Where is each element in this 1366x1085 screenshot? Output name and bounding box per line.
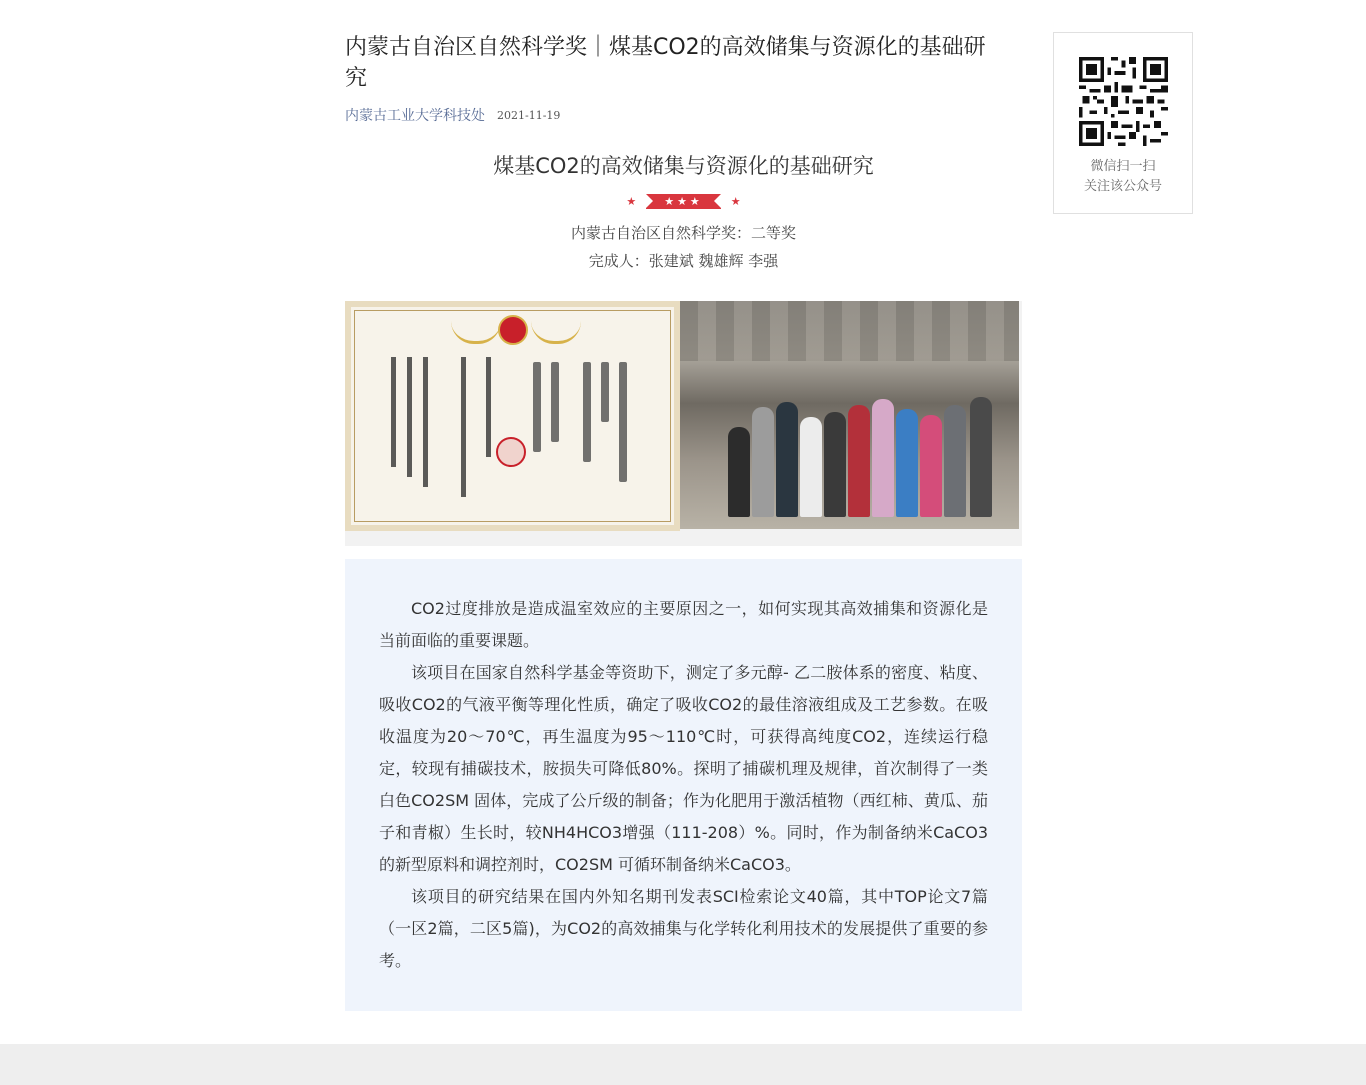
person-figure xyxy=(872,399,894,517)
ribbon-banner: ★★★ xyxy=(646,194,721,209)
qr-code-icon xyxy=(1079,57,1168,146)
article-photo xyxy=(345,301,1022,546)
people-line: 完成人：张建斌 魏雄辉 李强 xyxy=(588,252,779,270)
text-column xyxy=(583,362,591,462)
person-figure xyxy=(800,417,822,517)
footer-bar xyxy=(0,1044,1366,1085)
stars-banner xyxy=(345,191,1022,211)
content-box xyxy=(345,559,1022,1011)
person-figure xyxy=(970,397,992,517)
text-column xyxy=(619,362,627,482)
qr-caption-line2: 关注该公众号 xyxy=(1083,179,1162,194)
article-subtitle: 煤基CO2的高效储集与资源化的基础研究 xyxy=(493,154,874,178)
person-figure xyxy=(776,402,798,517)
mongolian-script xyxy=(391,357,396,467)
text-column xyxy=(551,362,559,442)
group-photo-image xyxy=(680,301,1019,529)
paragraph: 该项目在国家自然科学基金等资助下，测定了多元醇- 乙二胺体系的密度、粘度、吸收CO2的气液平衡等理化性质，确定了吸收CO2的最佳溶液组成及工艺参数。在吸收温度为20～70℃，再生温度为95～110℃时，可获得高纯度CO2，连续运行稳定，较现有捕碳技术，胺损失可降低80%。探明了捕碳机理及规律，首次制得了一类白色CO2SM 固体，完成了公斤级的制备；作为化肥用于激活植物（西红柿、黄瓜、茄子和青椒）生长时，较NH4HCO3增强（111-208）%。同时，作为制备纳米CaCO3 的新型原料和调控剂时，CO2SM 可循环制备纳米CaCO3。 xyxy=(379,663,988,874)
paragraph: 该项目的研究结果在国内外知名期刊发表SCI检索论文40篇，其中TOP论文7篇（一区2篇，二区5篇)，为CO2的高效捕集与化学转化利用技术的发展提供了重要的参考。 xyxy=(379,887,988,970)
red-seal-icon xyxy=(496,437,526,467)
text-column xyxy=(533,362,541,452)
article-title: 内蒙古自治区自然科学奖｜煤基CO2的高效储集与资源化的基础研究 xyxy=(345,35,986,91)
national-emblem-icon xyxy=(498,315,528,345)
person-figure xyxy=(848,405,870,517)
text-column xyxy=(601,362,609,422)
qr-caption xyxy=(1054,157,1192,197)
article-meta xyxy=(345,105,1022,125)
article xyxy=(345,32,1022,1011)
person-figure xyxy=(896,409,918,517)
qr-code-panel xyxy=(1053,32,1193,214)
publish-date: 2021-11-19 xyxy=(497,108,561,122)
person-figure xyxy=(728,427,750,517)
account-name-link[interactable]: 内蒙古工业大学科技处 xyxy=(345,108,485,124)
certificate-image xyxy=(345,301,680,531)
star-icon: ★ xyxy=(626,194,637,208)
mongolian-script xyxy=(461,357,466,497)
person-figure xyxy=(920,415,942,517)
award-line: 内蒙古自治区自然科学奖：二等奖 xyxy=(570,224,796,242)
qr-caption-line1: 微信扫一扫 xyxy=(1090,159,1156,174)
person-figure xyxy=(752,407,774,517)
star-icon: ★ xyxy=(730,194,741,208)
person-figure xyxy=(824,412,846,517)
building-background xyxy=(680,301,1019,361)
mongolian-script xyxy=(407,357,412,477)
person-figure xyxy=(944,405,966,517)
wheat-decoration xyxy=(451,321,501,344)
wheat-decoration xyxy=(531,321,581,344)
mongolian-script xyxy=(423,357,428,487)
mongolian-script xyxy=(486,357,491,457)
paragraph: CO2过度排放是造成温室效应的主要原因之一，如何实现其高效捕集和资源化是当前面临的重要课题。 xyxy=(379,599,988,650)
